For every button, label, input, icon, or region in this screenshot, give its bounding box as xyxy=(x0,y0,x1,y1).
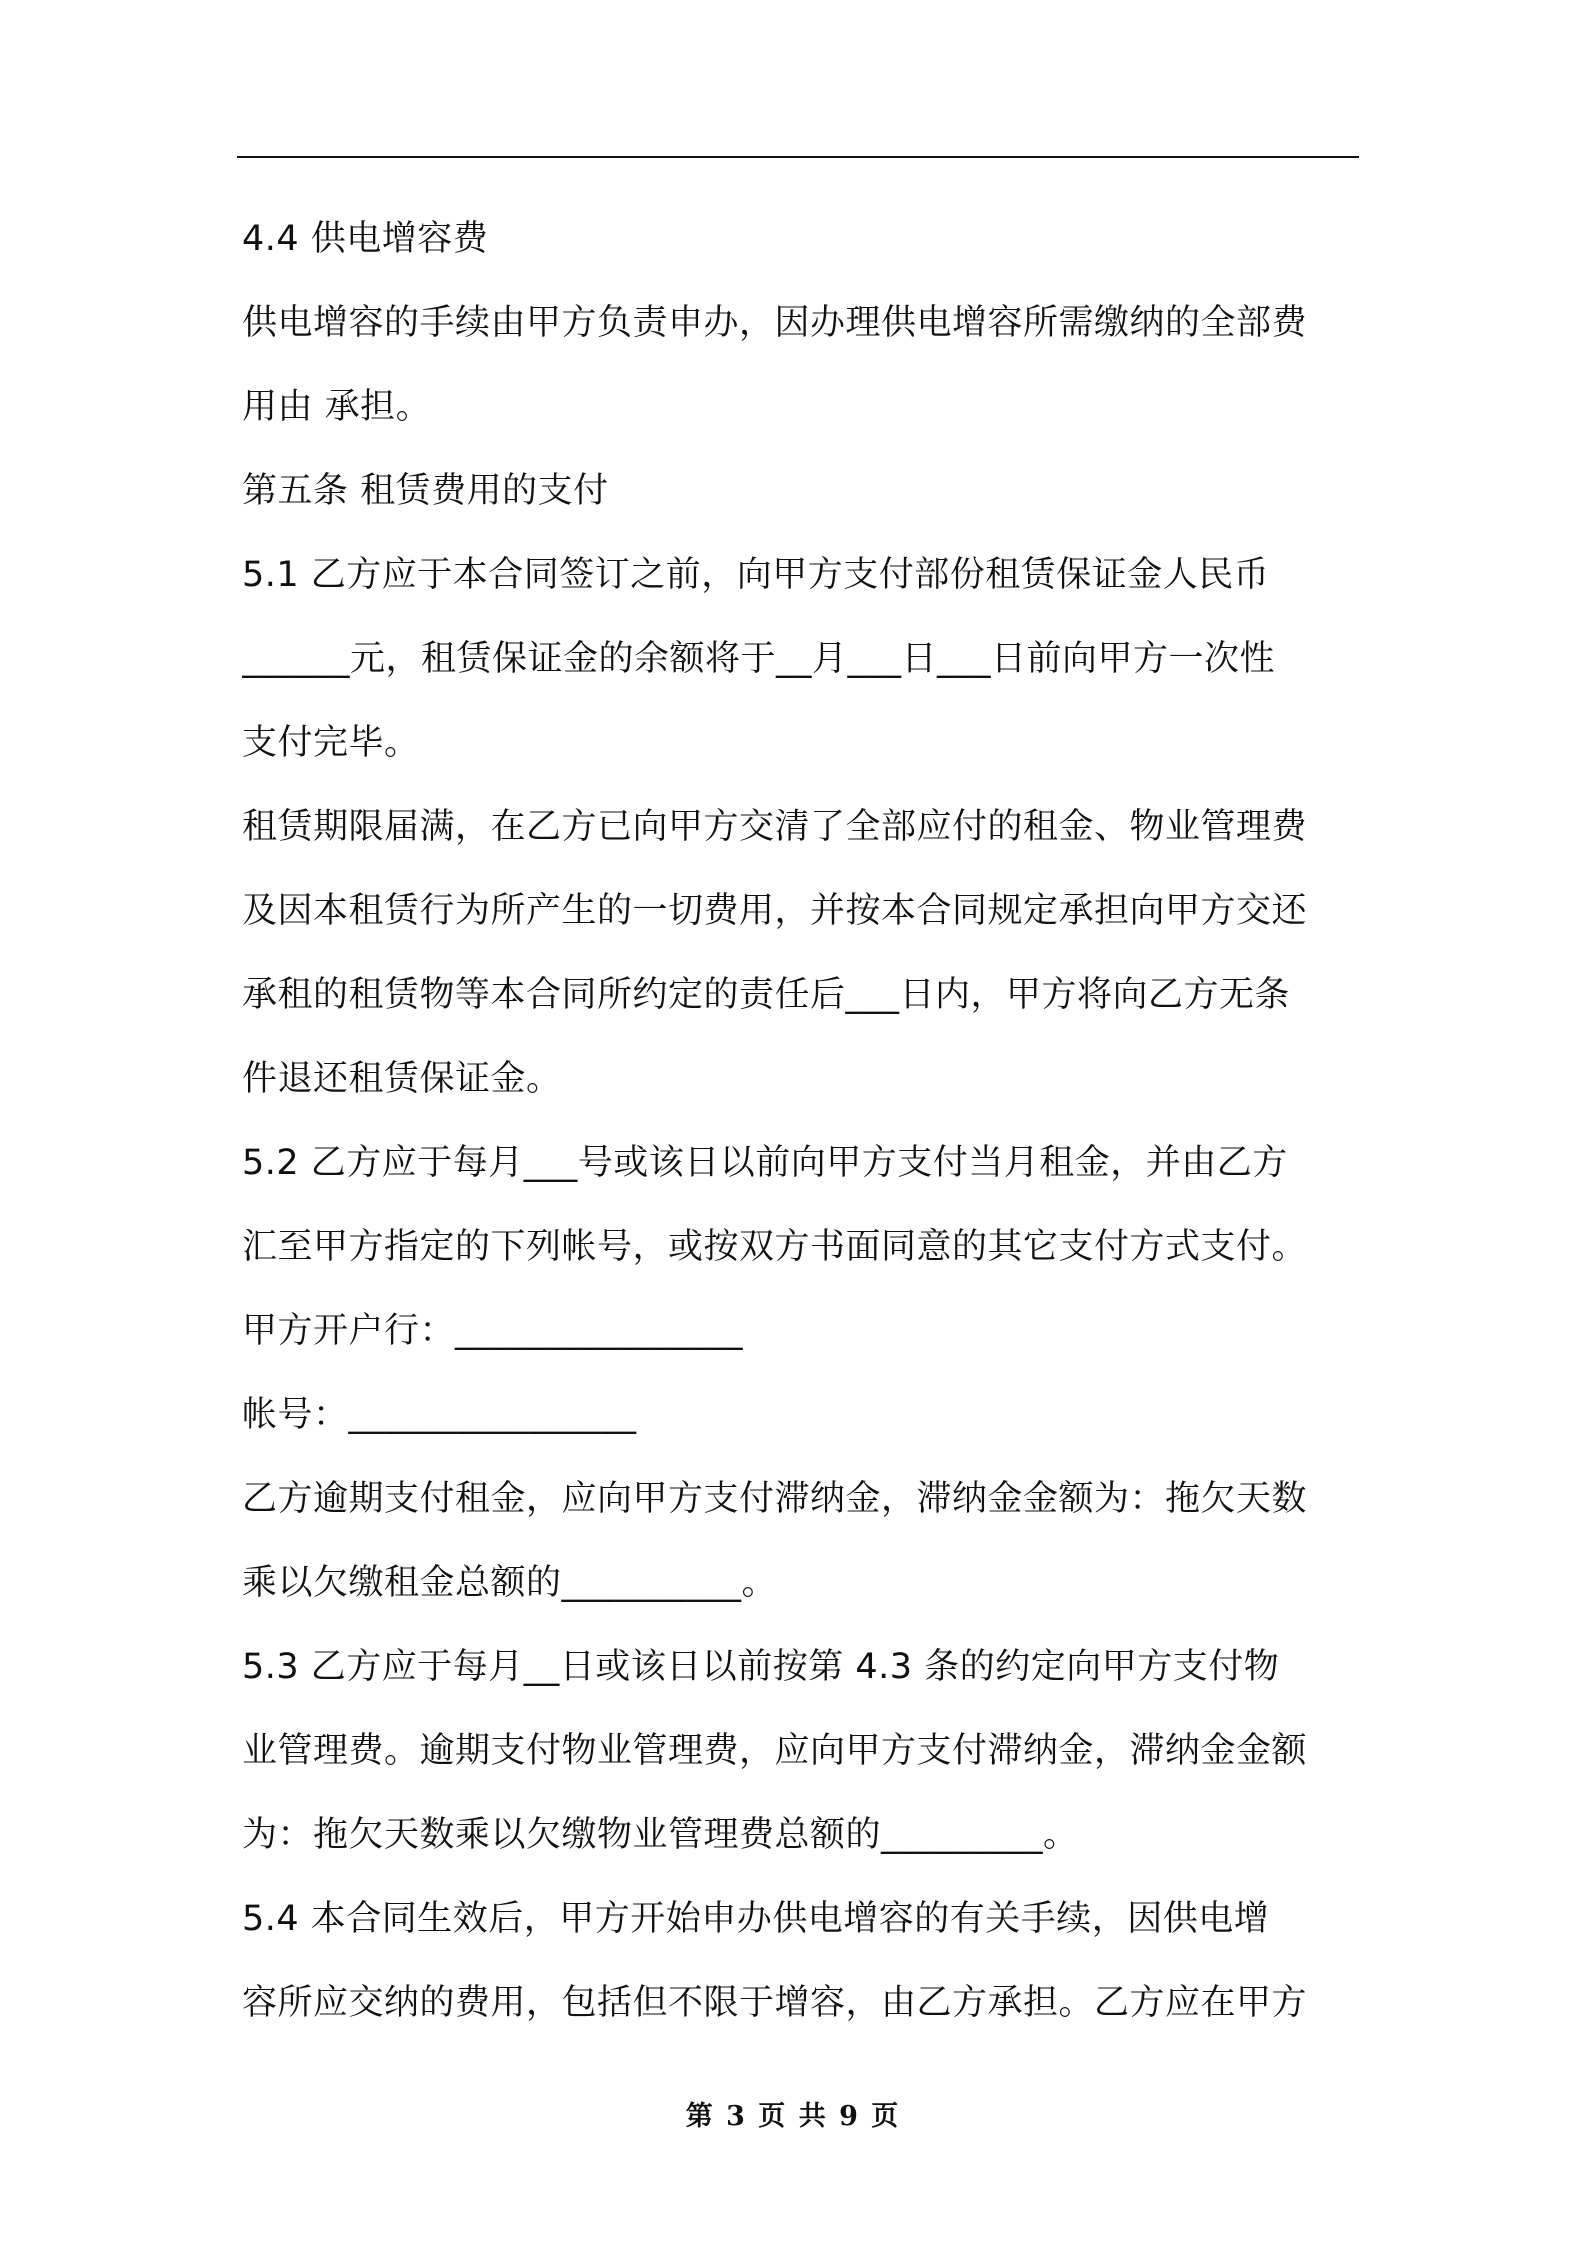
text-line: ______元，租赁保证金的余额将于__月___日___日前向甲方一次性 xyxy=(242,639,1276,679)
text-line: 5.2 乙方应于每月___号或该日以前向甲方支付当月租金，并由乙方 xyxy=(242,1143,1288,1183)
text-line: 容所应交纳的费用，包括但不限于增容，由乙方承担。乙方应在甲方 xyxy=(242,1983,1308,2023)
text-line: 5.3 乙方应于每月__日或该日以前按第 4.3 条的约定向甲方支付物 xyxy=(242,1647,1280,1687)
text-line: 乙方逾期支付租金，应向甲方支付滞纳金，滞纳金金额为：拖欠天数 xyxy=(242,1479,1308,1519)
text-line: 业管理费。逾期支付物业管理费，应向甲方支付滞纳金，滞纳金金额 xyxy=(242,1731,1308,1771)
text-line: 承租的租赁物等本合同所约定的责任后___日内，甲方将向乙方无条 xyxy=(242,975,1291,1015)
text-line: 汇至甲方指定的下列帐号，或按双方书面同意的其它支付方式支付。 xyxy=(242,1227,1308,1267)
text-line: 及因本租赁行为所产生的一切费用，并按本合同规定承担向甲方交还 xyxy=(242,891,1308,931)
text-line: 5.4 本合同生效后，甲方开始申办供电增容的有关手续，因供电增 xyxy=(242,1899,1270,1939)
text-line: 帐号：________________ xyxy=(242,1395,637,1435)
text-line: 为：拖欠天数乘以欠缴物业管理费总额的_________。 xyxy=(242,1815,1079,1855)
text-line: 甲方开户行：________________ xyxy=(242,1311,744,1351)
text-line: 4.4 供电增容费 xyxy=(242,219,489,259)
body-text xyxy=(242,197,1362,2045)
page-number: 第 3 页 共 9 页 xyxy=(685,2101,901,2132)
text-line: 乘以欠缴租金总额的__________。 xyxy=(242,1563,778,1603)
text-line: 供电增容的手续由甲方负责申办，因办理供电增容所需缴纳的全部费 xyxy=(242,303,1308,343)
text-line: 租赁期限届满，在乙方已向甲方交清了全部应付的租金、物业管理费 xyxy=(242,807,1308,847)
text-line: 支付完毕。 xyxy=(242,723,420,763)
text-line: 第五条 租赁费用的支付 xyxy=(242,471,609,511)
text-line: 用由 承担。 xyxy=(242,387,432,427)
header-rule xyxy=(237,156,1359,158)
text-line: 5.1 乙方应于本合同签订之前，向甲方支付部份租赁保证金人民币 xyxy=(242,555,1270,595)
text-line: 件退还租赁保证金。 xyxy=(242,1059,562,1099)
